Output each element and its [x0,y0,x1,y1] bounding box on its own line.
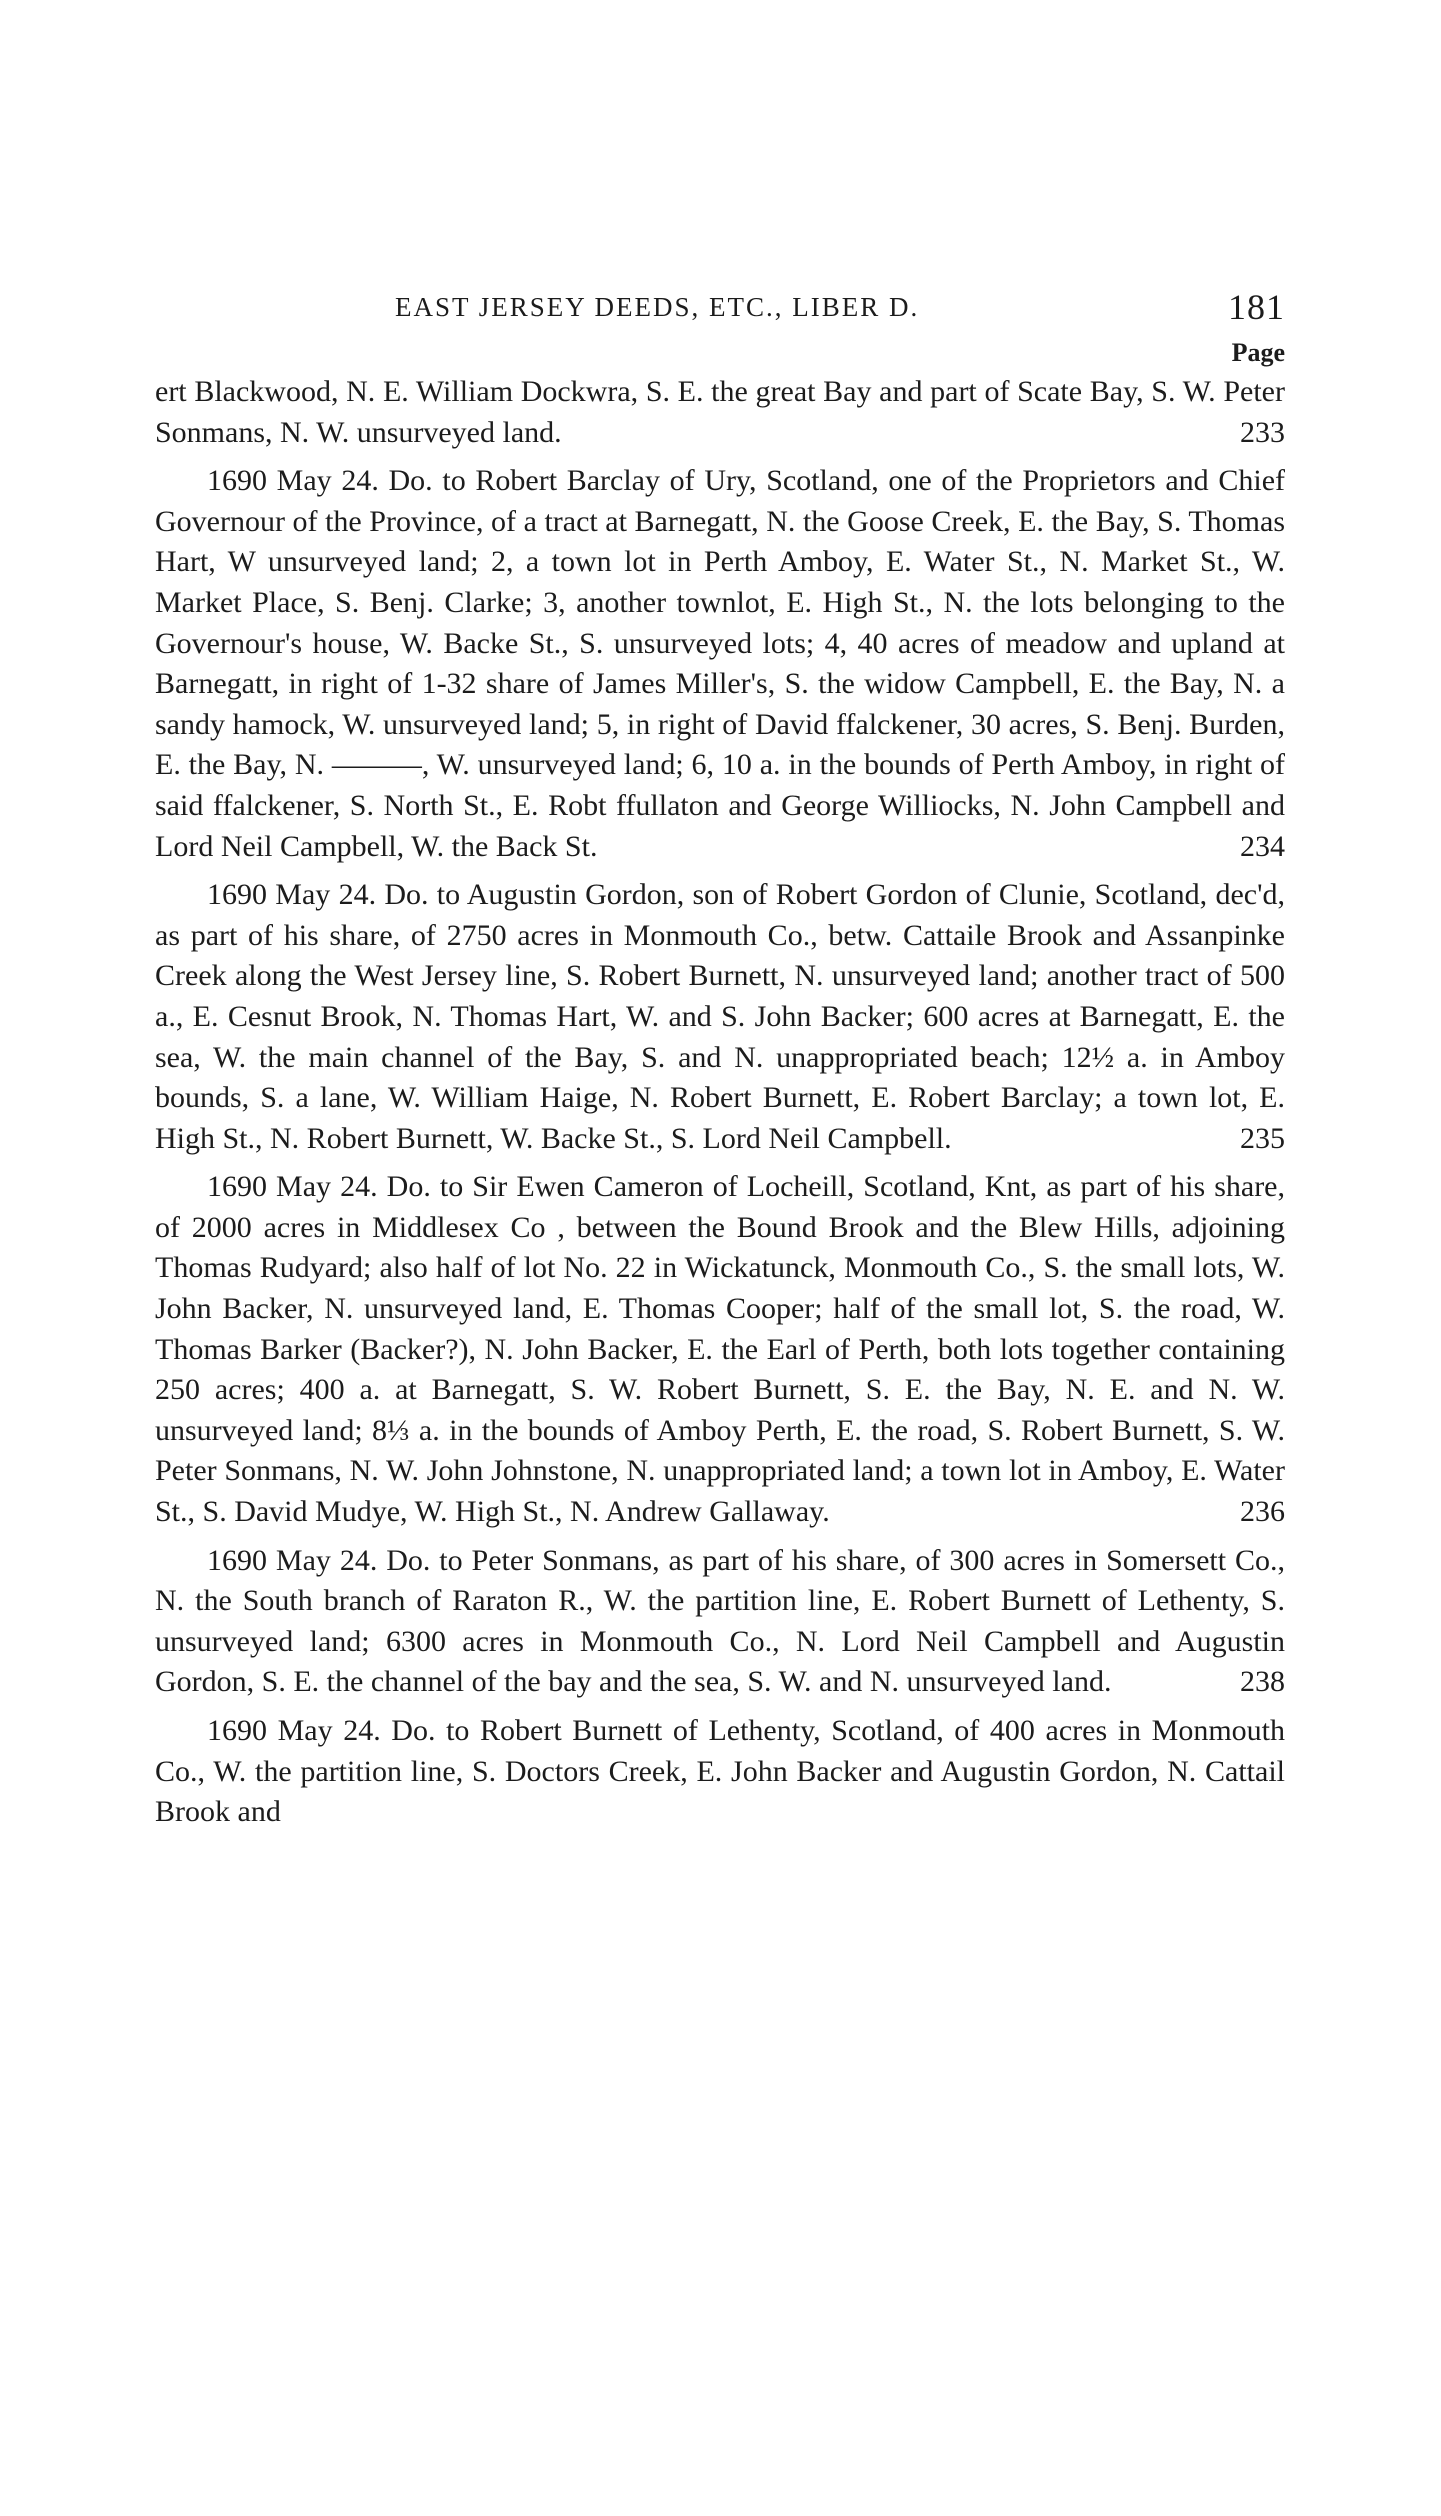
entry-text: 1690 May 24. Do. to Robert Barclay of Ury, Scotland, one of the Proprietors and Chief Governour of the Province, of a tract at Barnegatt, N. the Goose Creek, E. the Bay, S. Thomas Hart, W unsurveyed land; 2, a town lot in Perth Amboy, E. Water St., N. Market St., W. Market Place, S. Benj. Clarke; 3, another townlot, E. High St., N. the lots belonging to the Governour's house, W. Backe St., S. unsurveyed lots; 4, 40 acres of meadow and upland at Barnegatt, in right of 1-32 share of James Miller's, S. the widow Campbell, E. the Bay, N. a sandy hamock, W. unsurveyed land; 5, in right of David ffalckener, 30 acres, S. Benj. Burden, E. the Bay, N. ———, W. unsurveyed land; 6, 10 a. in the bounds of Perth Amboy, in right of said ffalckener, S. North St., E. Robt ffullaton and George Williocks, N. John Campbell and Lord Neil Campbell, W. the Back St. [155,464,1285,863]
deed-entries [155,372,1285,1841]
page-column-label: Page [1231,338,1285,367]
deed-entry [155,1167,1285,1532]
entry-page-ref: 236 [1240,1495,1285,1529]
entry-page-ref: 233 [1240,415,1285,449]
page-number: 181 [1228,287,1285,327]
entry-page-ref: 234 [1240,829,1285,863]
entry-text: 1690 May 24. Do. to Augustin Gordon, son of Robert Gordon of Clunie, Scotland, dec'd, as part of his share, of 2750 acres in Monmouth Co., betw. Cattaile Brook and Assanpinke Creek along the West Jersey line, S. Robert Burnett, N. unsurveyed land; another tract of 500 a., E. Cesnut Brook, N. Thomas Hart, W. and S. John Backer; 600 acres at Barnegatt, E. the sea, W. the main channel of the Bay, S. and N. unappropriated beach; 12½ a. in Amboy bounds, S. a lane, W. William Haige, N. Robert Burnett, E. Robert Barclay; a town lot, E. High St., N. Robert Burnett, W. Backe St., S. Lord Neil Campbell. [155,878,1285,1155]
running-title: EAST JERSEY DEEDS, ETC., LIBER D. [395,292,920,322]
entry-text: 1690 May 24. Do. to Peter Sonmans, as part of his share, of 300 acres in Somersett Co., N. the South branch of Raraton R., W. the partition line, E. Robert Burnett of Lethenty, S. unsurveyed land; 6300 acres in Monmouth Co., N. Lord Neil Campbell and Augustin Gordon, S. E. the channel of the bay and the sea, S. W. and N. unsurveyed land. [155,1543,1285,1699]
page-header [155,286,1285,336]
entry-page-ref: 235 [1240,1121,1285,1155]
deed-entry [155,1711,1285,1833]
deed-entry [155,875,1285,1159]
entry-text: 1690 May 24. Do. to Robert Burnett of Lethenty, Scotland, of 400 acres in Monmouth Co., W. the partition line, S. Doctors Creek, E. John Backer and Augustin Gordon, N. Cattail Brook and [155,1714,1285,1829]
entry-text: ert Blackwood, N. E. William Dockwra, S. E. the great Bay and part of Scate Bay, S. W. Peter Sonmans, N. W. unsurveyed land. [155,375,1285,449]
deed-entry [155,372,1285,453]
entry-page-ref: 238 [1240,1665,1285,1699]
deed-entry [155,1541,1285,1703]
entry-text: 1690 May 24. Do. to Sir Ewen Cameron of Locheill, Scotland, Knt, as part of his share, of 2000 acres in Middlesex Co , between the Bound Brook and the Blew Hills, adjoining Thomas Rudyard; also half of lot No. 22 in Wickatunck, Monmouth Co., S. the small lots, W. John Backer, N. unsurveyed land, E. Thomas Cooper; half of the small lot, S. the road, W. Thomas Barker (Backer?), N. John Backer, E. the Earl of Perth, both lots together containing 250 acres; 400 a. at Barnegatt, S. W. Robert Burnett, S. E. the Bay, N. E. and N. W. unsurveyed land; 8⅓ a. in the bounds of Amboy Perth, E. the road, S. Robert Burnett, S. W. Peter Sonmans, N. W. John Johnstone, N. unappropriated land; a town lot in Amboy, E. Water St., S. David Mudye, W. High St., N. Andrew Gallaway. [155,1170,1285,1529]
deed-entry [155,461,1285,867]
